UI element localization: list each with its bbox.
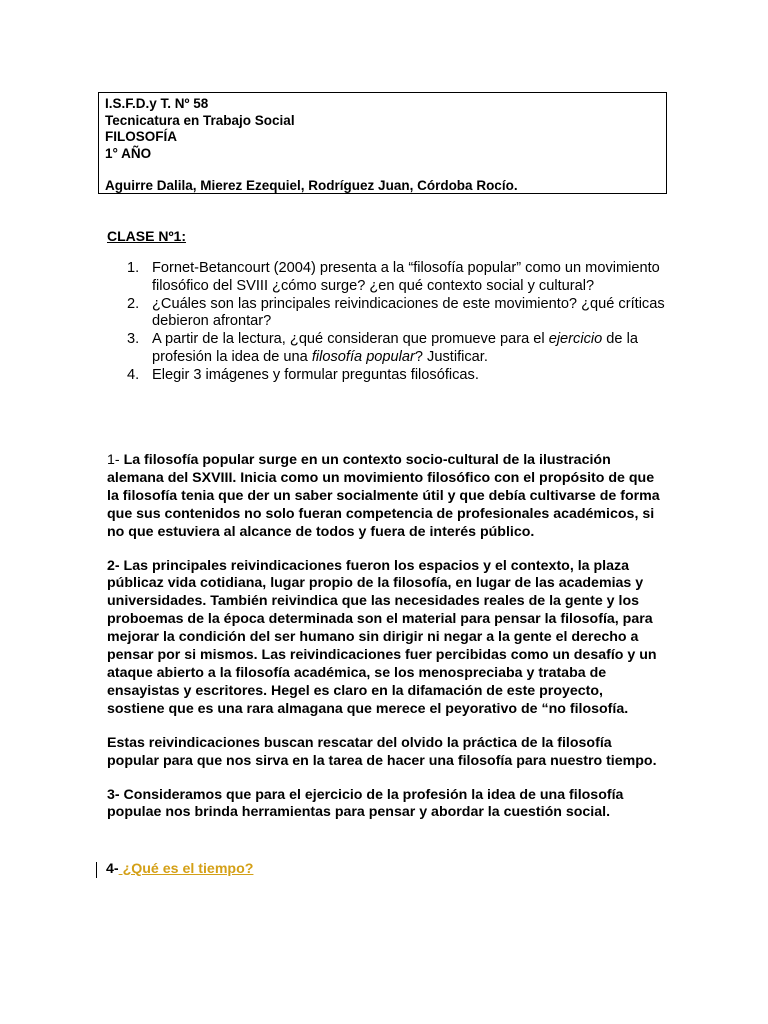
answer-3: 3- Consideramos que para el ejercicio de la profesión la idea de una filosofía populae nos brinda herramientas para pensar y abordar la cuestión social. xyxy=(107,786,624,821)
clase-title: CLASE Nº1: xyxy=(107,228,187,244)
question-item xyxy=(107,296,667,332)
answer-2-conclusion: Estas reivindicaciones buscan rescatar del olvido la práctica de la filosofía popular para que nos sirva en la tarea de hacer una filosofía para nuestro tiempo. xyxy=(107,734,657,769)
question-number: 3. xyxy=(127,331,140,348)
question-text: Fornet-Betancourt (2004) presenta a la “filosofía popular” como un movimiento filosófico del SVIII ¿cómo surge? ¿en qué contexto social y cultural? xyxy=(152,260,660,294)
subject: FILOSOFÍA xyxy=(105,129,177,144)
authors: Aguirre Dalila, Mierez Ezequiel, Rodríguez Juan, Córdoba Rocío. xyxy=(105,178,518,193)
answer-2: 2- Las principales reivindicaciones fueron los espacios y el contexto, la plaza públicaz vida cotidiana, lugar propio de la filosofía, en lugar de las academias y universidades. También reivindica que las necesidades reales de la gente y los proboemas de la época determinada son el material para pensar la filosofía, para mejorar la condición del ser humano sin dirigir ni negar a la gente el derecho a pensar por si mismos. Las reivindicaciones fuer percibidas como un desafío y un ataque abierto a la filosofía académica, se los menospreciaba y trataba de ensayistas y escritores. Hegel es claro en la difamación de este proyecto, sostiene que es una rara almagana que merece el peyorativo de “no filosofía. xyxy=(107,557,657,717)
program: Tecnicatura en Trabajo Social xyxy=(105,112,295,128)
answer-1 xyxy=(107,452,663,542)
question-number: 2. xyxy=(127,295,140,312)
question-emphasis: filosofía popular xyxy=(311,348,415,365)
answer-4 xyxy=(96,860,253,878)
question-item xyxy=(107,331,667,367)
question-text-part: ? Justificar. xyxy=(414,348,488,365)
question-text: ¿Cuáles son las principales reivindicaciones de este movimiento? ¿qué críticas debieron afrontar? xyxy=(152,295,665,330)
answer-1-prefix: 1- xyxy=(107,452,124,468)
answer-4-link[interactable]: ¿Qué es el tiempo? xyxy=(118,861,254,877)
question-text xyxy=(152,331,638,365)
question-text-part: de la profesión la idea de una xyxy=(152,331,638,365)
year: 1° AÑO xyxy=(105,145,152,161)
answers-section xyxy=(107,452,663,838)
header-box xyxy=(98,92,667,194)
question-item xyxy=(107,260,667,296)
question-number: 1. xyxy=(127,260,140,276)
question-item xyxy=(107,367,667,385)
spacer xyxy=(105,162,660,178)
answer-4-prefix: 4- xyxy=(106,861,119,877)
question-list xyxy=(107,260,667,385)
text-cursor xyxy=(96,862,97,878)
institution: I.S.F.D.y T. Nº 58 xyxy=(105,96,209,111)
question-emphasis: ejercicio xyxy=(548,331,603,348)
answer-1-text: La filosofía popular surge en un contexto socio-cultural de la ilustración alemana del SXVIII. Inicia como un movimiento filosófico con el propósito de que la filosofía tenia que der un saber socialmente útil y que debía cultivarse de forma que sus contenidos no solo fueran competencia de profesionales académicos, si no que estuviera al alcance de todos y fuera de interés público. xyxy=(107,452,660,540)
question-text: Elegir 3 imágenes y formular preguntas filosóficas. xyxy=(152,366,479,383)
question-number: 4. xyxy=(127,366,140,383)
question-text-part: A partir de la lectura, ¿qué consideran que promueve para el xyxy=(152,331,549,348)
